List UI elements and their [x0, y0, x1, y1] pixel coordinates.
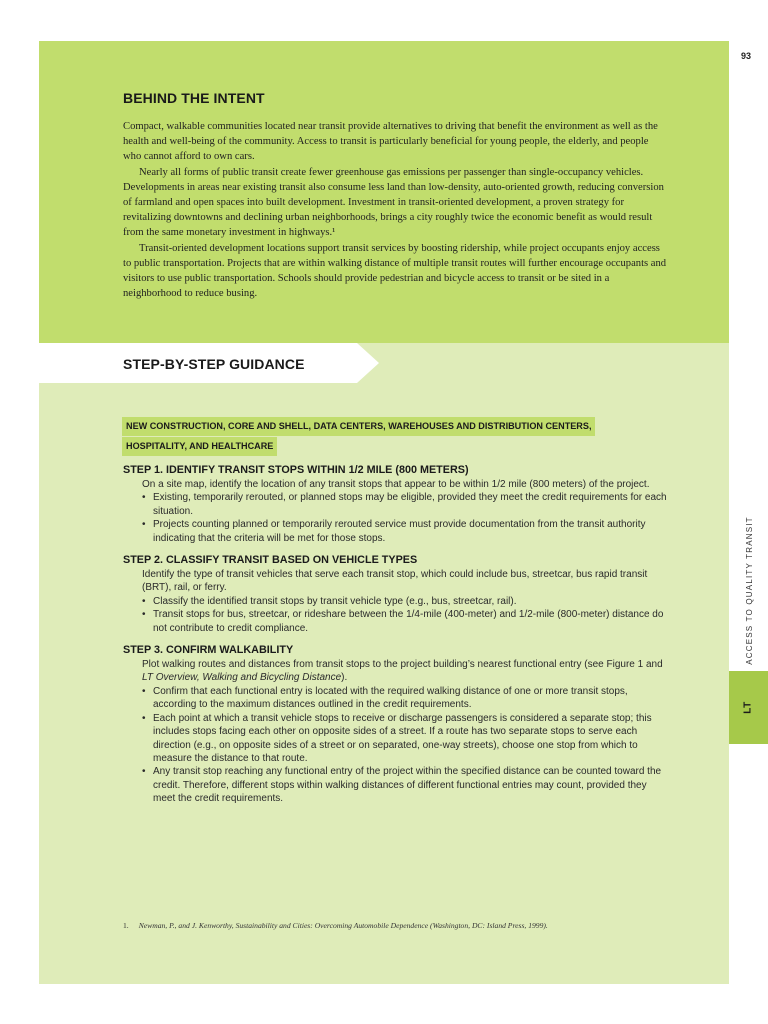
category-line: NEW CONSTRUCTION, CORE AND SHELL, DATA CENTERS, WAREHOUSES AND DISTRIBUTION CENTERS,	[122, 417, 595, 436]
intent-paragraph: Nearly all forms of public transit create fewer greenhouse gas emissions per passenger than single-occupancy vehicles. Developments in areas near existing transit also consume less land than low-density, auto-oriented growth, reducing conversion of farmland and open spaces into built development. Investment in transit-oriented development, a proven strategy for revitalizing downtowns and declining urban neighborhoods, brings a city roughly twice the economic benefit as would result from the same monetary investment in highways.¹	[123, 166, 664, 239]
step-1	[123, 462, 668, 545]
step-bullet	[142, 518, 668, 545]
chapter-tab-label: LT	[742, 701, 754, 714]
step-title: STEP 1. IDENTIFY TRANSIT STOPS WITHIN 1/2 MILE (800 METERS)	[123, 464, 469, 476]
step-3	[123, 642, 668, 805]
step-bullet-list	[142, 685, 668, 806]
step-bullet-text: Any transit stop reaching any functional entry of the project within the specified distance can be counted toward the credit. Therefore, different stops within walking distances of different functional entries may count, provided they meet the credit requirements.	[153, 766, 662, 805]
step-title: STEP 3. CONFIRM WALKABILITY	[123, 644, 294, 657]
rating-system-category	[122, 417, 595, 457]
guidance-steps	[123, 462, 668, 813]
footnote-number: 1.	[123, 921, 129, 930]
step-intro	[142, 658, 668, 685]
behind-the-intent-heading: BEHIND THE INTENT	[123, 90, 265, 106]
section-side-label	[738, 515, 760, 665]
step-bullet	[142, 608, 668, 635]
step-intro-text: Plot walking routes and distances from transit stops to the project building’s nearest functional entry (see Figure 1 and	[142, 659, 663, 671]
step-bullet-text: Existing, temporarily rerouted, or planned stops may be eligible, provided they meet the credit requirements for each situation.	[153, 492, 667, 517]
step-bullet-list	[142, 595, 668, 635]
step-bullet-text: Transit stops for bus, streetcar, or rideshare between the 1/4-mile (400-meter) and 1/2-mile (800-meter) distance do not contribute to credit compliance.	[153, 609, 664, 634]
step-title: STEP 2. CLASSIFY TRANSIT BASED ON VEHICLE TYPES	[123, 554, 418, 567]
cross-reference: LT Overview, Walking and Bicycling Distance	[142, 672, 342, 684]
step-intro: Identify the type of transit vehicles that serve each transit stop, which could include bus, streetcar, bus rapid transit (BRT), rail, or ferry.	[142, 569, 648, 594]
step-bullet-list	[142, 491, 668, 545]
step-bullet	[142, 595, 668, 608]
step-2	[123, 552, 668, 635]
intent-body	[123, 119, 668, 301]
bullet-icon: •	[142, 595, 146, 607]
page-number: 93	[741, 51, 752, 61]
step-by-step-guidance-heading: STEP-BY-STEP GUIDANCE	[123, 356, 305, 372]
step-intro-text: ).	[341, 672, 348, 684]
bullet-icon: •	[142, 492, 146, 504]
step-bullet	[142, 491, 668, 518]
step-bullet-text: Each point at which a transit vehicle stops to receive or discharge passengers is considered a separate stop; this includes stops facing each other on opposite sides of a street. If a route has two separate stops to serve each direction (e.g., on opposite sides of a street or on separated, one-way streets), choose one stop from which to measure the distance to that route.	[153, 712, 652, 764]
step-intro: On a site map, identify the location of any transit stops that appear to be within 1/2 mile (800 meters) of the project.	[142, 479, 650, 490]
step-bullet-text: Projects counting planned or temporarily rerouted service must provide documentation from the transit authority indicating that the criteria will be met for those stops.	[153, 519, 646, 544]
section-side-label-text: ACCESS TO QUALITY TRANSIT	[744, 515, 754, 665]
chapter-tab	[729, 671, 768, 744]
step-bullet-text: Confirm that each functional entry is located with the required walking distance of one or more transit stops, according to the maximum distances outlined in the credit requirements.	[153, 685, 628, 711]
step-bullet-text: Classify the identified transit stops by transit vehicle type (e.g., bus, streetcar, rail).	[153, 595, 517, 607]
bullet-icon: •	[142, 685, 146, 697]
bullet-icon: •	[142, 712, 146, 724]
bullet-icon: •	[142, 766, 146, 778]
bullet-icon: •	[142, 609, 146, 621]
step-bullet	[142, 765, 668, 805]
bullet-icon: •	[142, 519, 146, 531]
step-bullet	[142, 712, 668, 766]
intent-paragraph: Compact, walkable communities located near transit provide alternatives to driving that benefit the environment as well as the health and well-being of the community. Access to transit is particularly beneficial for young people, the elderly, and people who cannot afford to own cars.	[123, 121, 658, 163]
footnote-text: Newman, P., and J. Kenworthy, Sustainability and Cities: Overcoming Automobile Dependence (Washington, DC: Island Press, 1999).	[138, 921, 548, 930]
category-line: HOSPITALITY, AND HEALTHCARE	[122, 437, 277, 456]
step-bullet	[142, 685, 668, 712]
footnote	[123, 921, 683, 930]
intent-paragraph: Transit-oriented development locations support transit services by boosting ridership, while project occupants enjoy access to public transportation. Projects that are within walking distance of multiple transit routes will further encourage occupants and visitors to use public transportation. Schools should provide pedestrian and bicycle access to transit or be sited in a neighborhood to reduce busing.	[123, 242, 667, 300]
